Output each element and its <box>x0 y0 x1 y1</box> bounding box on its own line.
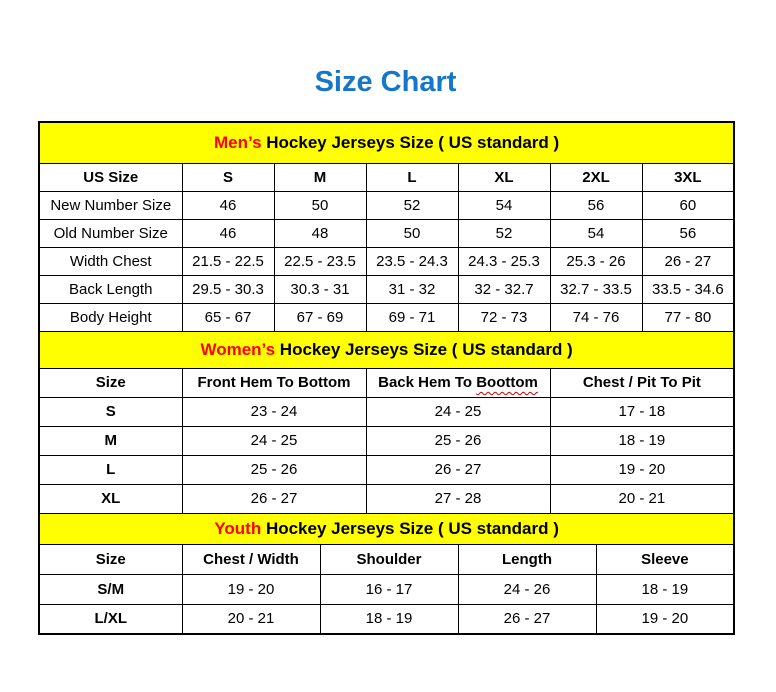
row-label: Back Length <box>39 275 182 303</box>
row-label: L/XL <box>39 604 182 634</box>
cell: 33.5 - 34.6 <box>642 275 734 303</box>
table-row <box>39 484 734 513</box>
men-title-rest: Hockey Jerseys Size ( US standard ) <box>261 132 560 152</box>
cell: 24 - 26 <box>458 574 596 604</box>
cell: 60 <box>642 191 734 219</box>
cell: 67 - 69 <box>274 303 366 331</box>
cell: 30.3 - 31 <box>274 275 366 303</box>
men-header-row <box>39 163 734 191</box>
col-header: Length <box>458 544 596 574</box>
youth-section-band <box>39 513 734 544</box>
row-label: Old Number Size <box>39 219 182 247</box>
page-title: Size Chart <box>314 66 457 98</box>
cell: 52 <box>366 191 458 219</box>
women-title-rest: Hockey Jerseys Size ( US standard ) <box>275 339 573 359</box>
col-header: 2XL <box>550 163 642 191</box>
cell: 18 - 19 <box>596 574 734 604</box>
size-chart-container <box>38 121 733 635</box>
cell: 46 <box>182 219 274 247</box>
col-header: Front Hem To Bottom <box>182 368 366 397</box>
cell: 24 - 25 <box>182 426 366 455</box>
row-label: Width Chest <box>39 247 182 275</box>
table-row <box>39 426 734 455</box>
men-highlight: Men’s <box>214 132 262 152</box>
misspelled-word: Boottom <box>476 374 538 391</box>
cell: 26 - 27 <box>366 455 550 484</box>
women-highlight: Women’s <box>200 339 276 359</box>
cell: 32.7 - 33.5 <box>550 275 642 303</box>
table-row <box>39 303 734 331</box>
col-header: Size <box>39 368 182 397</box>
table-row <box>39 604 734 634</box>
row-label: L <box>39 455 182 484</box>
cell: 26 - 27 <box>642 247 734 275</box>
cell: 46 <box>182 191 274 219</box>
cell: 65 - 67 <box>182 303 274 331</box>
cell: 52 <box>458 219 550 247</box>
table-row <box>39 219 734 247</box>
cell: 54 <box>458 191 550 219</box>
cell: 31 - 32 <box>366 275 458 303</box>
cell: 23.5 - 24.3 <box>366 247 458 275</box>
row-label: M <box>39 426 182 455</box>
row-label: XL <box>39 484 182 513</box>
cell: 26 - 27 <box>182 484 366 513</box>
col-header-back-prefix: Back Hem To <box>378 374 477 391</box>
youth-section-title <box>39 513 734 544</box>
cell: 54 <box>550 219 642 247</box>
cell: 23 - 24 <box>182 397 366 426</box>
table-row <box>39 191 734 219</box>
cell: 25 - 26 <box>182 455 366 484</box>
men-section-band <box>39 122 734 163</box>
cell: 19 - 20 <box>182 574 320 604</box>
col-header: 3XL <box>642 163 734 191</box>
cell: 32 - 32.7 <box>458 275 550 303</box>
col-header: XL <box>458 163 550 191</box>
cell: 29.5 - 30.3 <box>182 275 274 303</box>
cell: 16 - 17 <box>320 574 458 604</box>
cell: 22.5 - 23.5 <box>274 247 366 275</box>
col-header <box>366 368 550 397</box>
col-header: Chest / Pit To Pit <box>550 368 734 397</box>
cell: 50 <box>274 191 366 219</box>
cell: 24 - 25 <box>366 397 550 426</box>
row-label: Body Height <box>39 303 182 331</box>
cell: 20 - 21 <box>550 484 734 513</box>
row-label: S <box>39 397 182 426</box>
youth-title-rest: Hockey Jerseys Size ( US standard ) <box>261 518 559 538</box>
youth-header-row <box>39 544 734 574</box>
table-row <box>39 574 734 604</box>
row-label: S/M <box>39 574 182 604</box>
cell: 77 - 80 <box>642 303 734 331</box>
cell: 74 - 76 <box>550 303 642 331</box>
cell: 19 - 20 <box>596 604 734 634</box>
col-header: US Size <box>39 163 182 191</box>
cell: 25.3 - 26 <box>550 247 642 275</box>
table-row <box>39 455 734 484</box>
cell: 27 - 28 <box>366 484 550 513</box>
cell: 25 - 26 <box>366 426 550 455</box>
men-section-title <box>39 122 734 163</box>
cell: 21.5 - 22.5 <box>182 247 274 275</box>
table-row <box>39 247 734 275</box>
cell: 69 - 71 <box>366 303 458 331</box>
row-label: New Number Size <box>39 191 182 219</box>
col-header: Shoulder <box>320 544 458 574</box>
women-section-title <box>39 331 734 368</box>
cell: 48 <box>274 219 366 247</box>
cell: 26 - 27 <box>458 604 596 634</box>
cell: 50 <box>366 219 458 247</box>
col-header: S <box>182 163 274 191</box>
youth-highlight: Youth <box>214 518 262 538</box>
women-header-row <box>39 368 734 397</box>
cell: 24.3 - 25.3 <box>458 247 550 275</box>
cell: 19 - 20 <box>550 455 734 484</box>
cell: 18 - 19 <box>550 426 734 455</box>
size-chart-table <box>38 121 735 635</box>
col-header: M <box>274 163 366 191</box>
table-row <box>39 397 734 426</box>
cell: 17 - 18 <box>550 397 734 426</box>
col-header: Sleeve <box>596 544 734 574</box>
cell: 56 <box>642 219 734 247</box>
cell: 18 - 19 <box>320 604 458 634</box>
women-section-band <box>39 331 734 368</box>
col-header: Chest / Width <box>182 544 320 574</box>
cell: 72 - 73 <box>458 303 550 331</box>
col-header: L <box>366 163 458 191</box>
cell: 20 - 21 <box>182 604 320 634</box>
cell: 56 <box>550 191 642 219</box>
table-row <box>39 275 734 303</box>
col-header: Size <box>39 544 182 574</box>
